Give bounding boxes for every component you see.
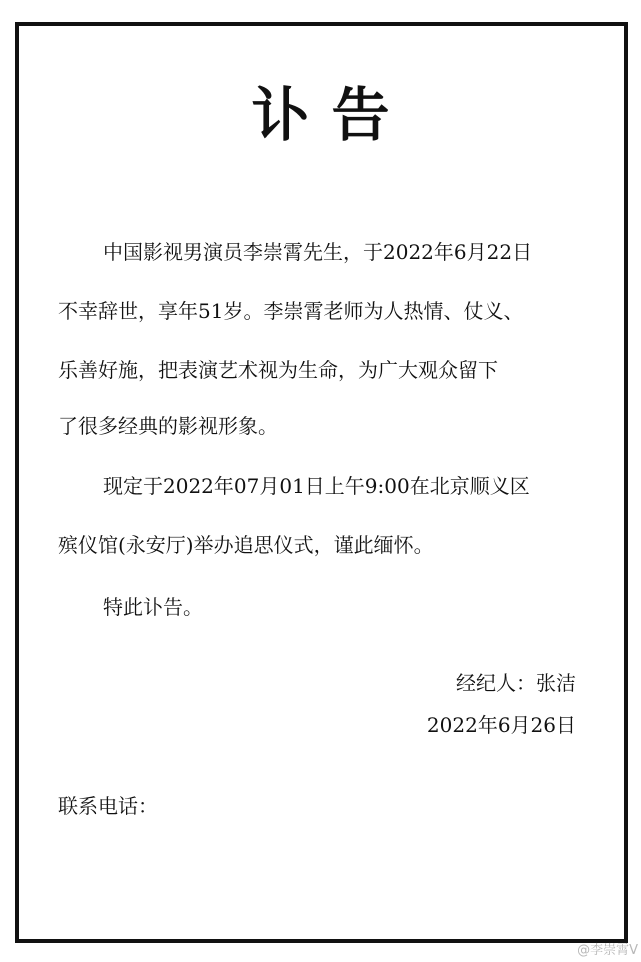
weibo-watermark: @李崇霄V	[577, 943, 638, 958]
signature: 经纪人：张洁	[456, 671, 576, 695]
notice-title: 讣告	[251, 81, 412, 149]
closing-text: 特此讣告。	[103, 595, 203, 619]
paragraph1-line4: 了很多经典的影视形象。	[58, 414, 278, 438]
paragraph2-line2: 殡仪馆(永安厅)举办追思仪式，谨此缅怀。	[58, 533, 434, 557]
contact-label: 联系电话：	[58, 794, 158, 818]
paragraph1-line2: 不幸辞世，享年51岁。李崇霄老师为人热情、仗义、	[58, 299, 524, 323]
paragraph1-line1: 中国影视男演员李崇霄先生，于2022年6月22日	[103, 240, 533, 264]
paragraph2-line1: 现定于2022年07月01日上午9:00在北京顺义区	[103, 474, 530, 498]
paragraph1-line3: 乐善好施，把表演艺术视为生命，为广大观众留下	[58, 358, 498, 382]
notice-date: 2022年6月26日	[426, 713, 576, 737]
